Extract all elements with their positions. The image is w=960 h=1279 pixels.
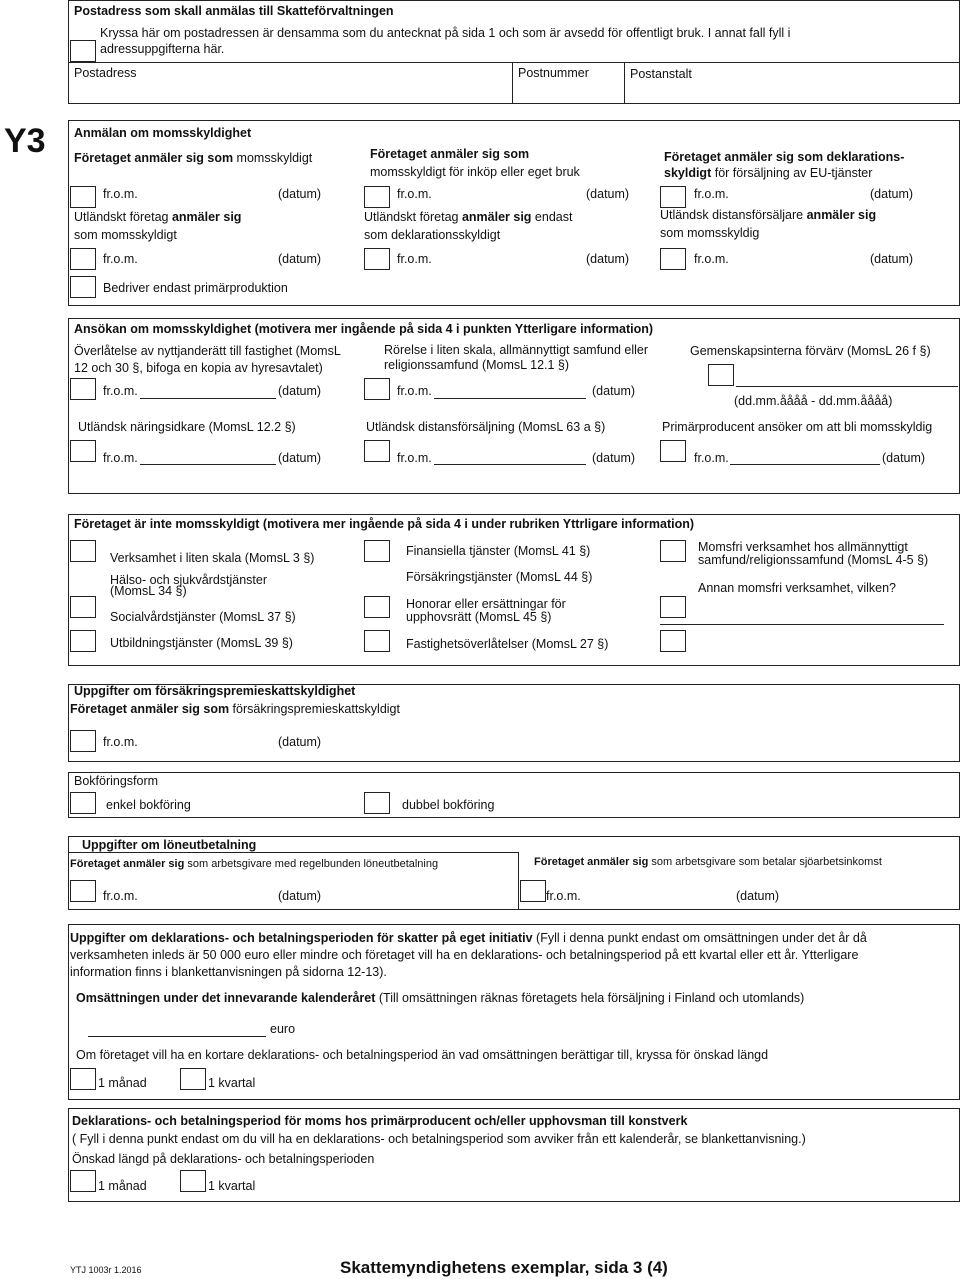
primary-producer-period-title: Deklarations- och betalningsperiod för moms hos primärproducent och/eller upphovsman till konstverk [72, 1114, 688, 1128]
date-label: (datum) [278, 384, 322, 398]
date-label: (datum) [278, 252, 322, 266]
divider [512, 62, 513, 104]
shorter-period-text: Om företaget vill ha en kortare deklarations- och betalningsperiod än vad omsättningen berättigar till, kryssa för önskad längd [76, 1048, 769, 1062]
from-label: fr.o.m. [103, 735, 138, 749]
foreign-vat-checkbox[interactable] [70, 248, 96, 270]
exempt-col1-checkbox[interactable] [70, 540, 96, 562]
double-entry-label: dubbel bokföring [402, 798, 495, 812]
divider [68, 62, 960, 63]
vat-purchase-checkbox[interactable] [364, 186, 390, 208]
primary-producer-period-l3: Önskad längd på deklarations- och betalningsperioden [72, 1152, 375, 1166]
quarter-label: 1 kvartal [208, 1179, 256, 1193]
r2c3-l1: Utländsk distansförsäljare anmäler sig [660, 208, 877, 222]
date-label: (datum) [592, 451, 636, 465]
small-scale-checkbox[interactable] [364, 378, 390, 400]
insurance-tax-checkbox[interactable] [70, 730, 96, 752]
date-label: (datum) [586, 187, 630, 201]
exempt-col2-checkbox[interactable] [364, 540, 390, 562]
regular-payroll-checkbox[interactable] [70, 880, 96, 902]
divider [68, 852, 518, 853]
intra-community-checkbox[interactable] [708, 364, 734, 386]
from-label: fr.o.m. [103, 889, 138, 903]
bookkeeping-title: Bokföringsform [74, 774, 159, 788]
from-label: fr.o.m. [397, 451, 432, 465]
exempt-col1-checkbox[interactable] [70, 596, 96, 618]
s3-d-label: Utländsk näringsidkare (MomsL 12.2 §) [78, 420, 296, 434]
primary-production-label: Bedriver endast primärproduktion [103, 281, 288, 295]
from-label: fr.o.m. [694, 451, 729, 465]
postadress-input[interactable] [70, 82, 510, 102]
from-label: fr.o.m. [694, 187, 729, 201]
single-entry-checkbox[interactable] [70, 792, 96, 814]
period-format-label: (dd.mm.åååå - dd.mm.åååå) [734, 394, 893, 408]
date-label: (datum) [278, 735, 322, 749]
date-label: (datum) [870, 187, 914, 201]
s3-f-label: Primärproducent ansöker om att bli momsskyldig [662, 420, 933, 434]
from-label: fr.o.m. [103, 252, 138, 266]
r2c1-l1: Utländskt företag anmäler sig [74, 210, 242, 224]
s3-b-l2: religionssamfund (MomsL 12.1 §) [384, 358, 570, 372]
postanstalt-label: Postanstalt [630, 67, 692, 81]
quarter-label: 1 kvartal [208, 1076, 256, 1090]
vat-registration-title: Anmälan om momsskyldighet [74, 126, 252, 140]
euro-label: euro [270, 1022, 296, 1036]
from-label: fr.o.m. [397, 384, 432, 398]
month-period-checkbox[interactable] [70, 1068, 96, 1090]
declaration-period-l3: information finns i blankettanvisningen på sidorna 12-13). [70, 965, 387, 979]
primary-production-checkbox[interactable] [70, 276, 96, 298]
s3-e-label: Utländsk distansförsäljning (MomsL 63 a §) [366, 420, 606, 434]
postnummer-input[interactable] [514, 82, 622, 102]
date-label: (datum) [278, 451, 322, 465]
date-label: (datum) [592, 384, 636, 398]
c3-header-l1: Företaget anmäler sig som deklarations- [664, 150, 905, 164]
from-label: fr.o.m. [694, 252, 729, 266]
double-entry-checkbox[interactable] [364, 792, 390, 814]
exempt-col2-checkbox[interactable] [364, 630, 390, 652]
postanstalt-input[interactable] [626, 82, 958, 102]
from-label: fr.o.m. [546, 889, 581, 903]
primary-producer-checkbox[interactable] [660, 440, 686, 462]
s4-a2-l2: (MomsL 34 §) [110, 584, 187, 598]
date-label: (datum) [736, 889, 780, 903]
r2c1-l2: som momsskyldigt [74, 228, 177, 242]
s4-a4: Utbildningstjänster (MomsL 39 §) [110, 636, 293, 650]
from-label: fr.o.m. [103, 384, 138, 398]
s4-b4: Fastighetsöverlåtelser (MomsL 27 §) [406, 637, 609, 651]
date-line [140, 398, 276, 399]
r2c2-l1: Utländskt företag anmäler sig endast [364, 210, 573, 224]
insurance-tax-sub: Företaget anmäler sig som försäkringspremieskattskyldigt [70, 702, 400, 716]
s4-c2: Annan momsfri verksamhet, vilken? [698, 581, 896, 595]
turnover-input[interactable] [88, 1036, 266, 1037]
date-label: (datum) [870, 252, 914, 266]
seafarer-payroll-checkbox[interactable] [520, 880, 546, 902]
s4-a1: Verksamhet i liten skala (MomsL 3 §) [110, 551, 315, 565]
s4-c1-l2: samfund/religionssamfund (MomsL 4-5 §) [698, 553, 929, 567]
date-line [434, 398, 586, 399]
seafarer-payroll-label: Företaget anmäler sig som arbetsgivare som betalar sjöarbetsinkomst [534, 856, 882, 868]
exempt-col2-checkbox[interactable] [364, 596, 390, 618]
declaration-period-l1: Uppgifter om deklarations- och betalningsperioden för skatter på eget initiativ (Fyll i denna punkt endast om omsättningen under det år då [70, 931, 867, 945]
c3-header-l2: skyldigt för försäljning av EU-tjänster [664, 166, 873, 180]
quarter-period-checkbox[interactable] [180, 1170, 206, 1192]
date-line [730, 464, 880, 465]
from-label: fr.o.m. [397, 252, 432, 266]
foreign-declaration-checkbox[interactable] [364, 248, 390, 270]
c2-header-l1: Företaget anmäler sig som [370, 147, 530, 161]
s4-b3-l1: Honorar eller ersättningar för [406, 597, 566, 611]
foreign-distance-seller-checkbox[interactable] [660, 248, 686, 270]
s3-a-l1: Överlåtelse av nyttjanderätt till fastighet (MomsL [74, 344, 341, 358]
vat-application-title: Ansökan om momsskyldighet (motivera mer ingående på sida 4 i punkten Ytterligare information) [74, 322, 654, 336]
s4-c1-l1: Momsfri verksamhet hos allmännyttigt [698, 540, 908, 554]
s4-b3-l2: upphovsrätt (MomsL 45 §) [406, 610, 552, 624]
divider [624, 62, 625, 104]
same-address-checkbox[interactable] [70, 40, 96, 62]
foreign-trader-checkbox[interactable] [70, 440, 96, 462]
quarter-period-checkbox[interactable] [180, 1068, 206, 1090]
postadress-label: Postadress [74, 66, 137, 80]
insurance-tax-title: Uppgifter om försäkringspremieskattskyldighet [74, 684, 356, 698]
date-line [140, 464, 276, 465]
bookkeeping-section [68, 772, 960, 818]
payroll-title: Uppgifter om löneutbetalning [82, 838, 257, 852]
regular-payroll-label: Företaget anmäler sig som arbetsgivare med regelbunden löneutbetalning [70, 858, 439, 870]
c1-header: Företaget anmäler sig som momsskyldigt [74, 151, 313, 165]
section-id: Y3 [4, 122, 46, 160]
month-label: 1 månad [98, 1179, 147, 1193]
month-label: 1 månad [98, 1076, 147, 1090]
real-estate-checkbox[interactable] [70, 378, 96, 400]
s4-b2: Försäkringstjänster (MomsL 44 §) [406, 570, 593, 584]
turnover-heading: Omsättningen under det innevarande kalenderåret (Till omsättningen räknas företagets hela försäljning i Finland och utomlands) [76, 991, 805, 1005]
s4-a2-l1: Hälso- och sjukvårdstjänster [110, 573, 268, 587]
postnummer-label: Postnummer [518, 66, 589, 80]
postal-address-title: Postadress som skall anmälas till Skatteförvaltningen [74, 4, 394, 18]
r2c2-l2: som deklarationsskyldigt [364, 228, 501, 242]
s4-a3: Socialvårdstjänster (MomsL 37 §) [110, 610, 296, 624]
footer-title: Skattemyndighetens exemplar, sida 3 (4) [340, 1258, 668, 1277]
eu-services-checkbox[interactable] [660, 186, 686, 208]
s3-a-l2: 12 och 30 §, bifoga en kopia av hyresavtalet) [74, 361, 323, 375]
not-vat-liable-title: Företaget är inte momsskyldigt (motivera mer ingående på sida 4 i under rubriken Yttrligare information) [74, 517, 695, 531]
from-label: fr.o.m. [397, 187, 432, 201]
primary-producer-period-l2: ( Fyll i denna punkt endast om du vill ha en deklarations- och betalningsperiod som avviker från ett kalenderår, se blankettanvisning.) [72, 1132, 806, 1146]
from-label: fr.o.m. [103, 187, 138, 201]
month-period-checkbox[interactable] [70, 1170, 96, 1192]
divider [518, 852, 519, 910]
exempt-col1-checkbox[interactable] [70, 630, 96, 652]
same-address-text-1: Kryssa här om postadressen är densamma som du antecknat på sida 1 och som är avsedd för offentligt bruk. I annat fall fyll i [100, 26, 791, 40]
c2-header-l2: momsskyldigt för inköp eller eget bruk [370, 165, 580, 179]
s4-b1: Finansiella tjänster (MomsL 41 §) [406, 544, 591, 558]
s3-b-l1: Rörelse i liten skala, allmännyttigt samfund eller [384, 343, 649, 357]
date-label: (datum) [882, 451, 926, 465]
from-label: fr.o.m. [103, 451, 138, 465]
exempt-col3-checkbox[interactable] [660, 540, 686, 562]
date-label: (datum) [586, 252, 630, 266]
period-line [736, 386, 958, 387]
same-address-text-2: adressuppgifterna här. [100, 42, 225, 56]
vat-liable-checkbox[interactable] [70, 186, 96, 208]
exempt-col3-checkbox[interactable] [660, 596, 686, 618]
s3-c-l1: Gemenskapsinterna förvärv (MomsL 26 f §) [690, 344, 931, 358]
date-line [434, 464, 586, 465]
r2c3-l2: som momsskyldig [660, 226, 760, 240]
exempt-col3-checkbox[interactable] [660, 630, 686, 652]
date-label: (datum) [278, 187, 322, 201]
other-activity-line[interactable] [660, 624, 944, 625]
foreign-distance-sales-checkbox[interactable] [364, 440, 390, 462]
single-entry-label: enkel bokföring [106, 798, 191, 812]
date-label: (datum) [278, 889, 322, 903]
form-code: YTJ 1003r 1.2016 [70, 1265, 142, 1275]
declaration-period-l2: verksamheten inleds är 50 000 euro eller mindre och företaget vill ha en deklarations- och betalningsperiod på ett kvartal eller ett år. Ytterligare [70, 948, 859, 962]
